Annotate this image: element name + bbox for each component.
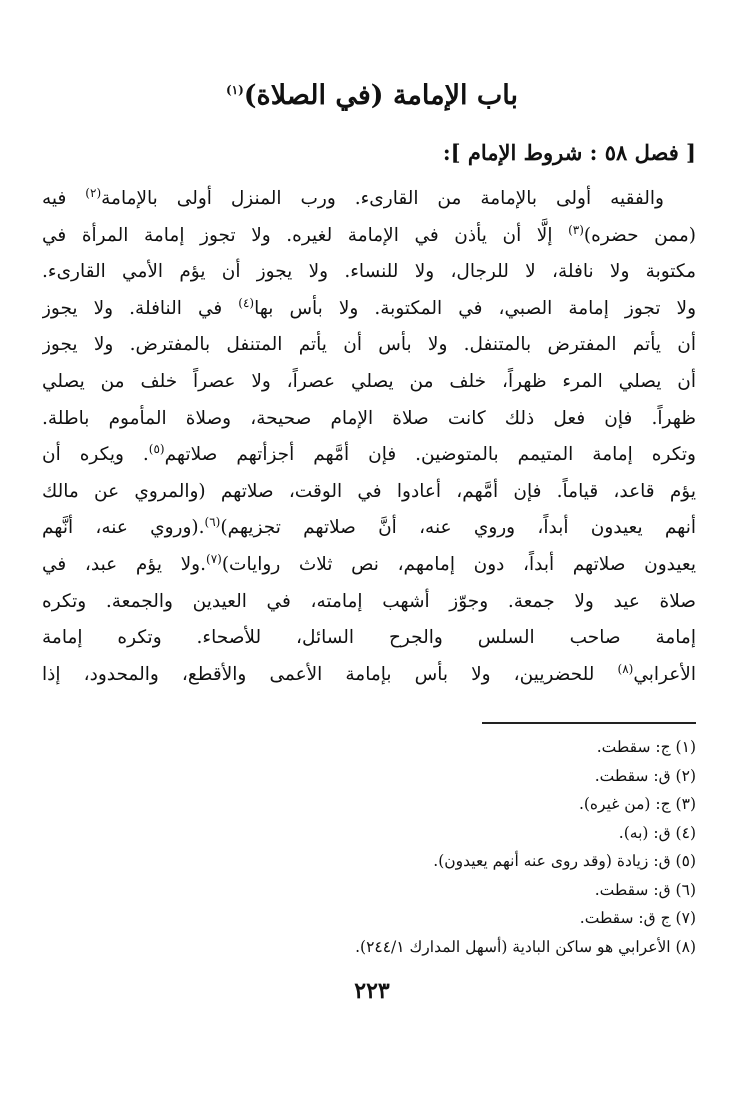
footnote-item (56, 819, 696, 848)
footnote-ref: (٨) (617, 661, 634, 676)
body-line: إمامة صاحب السلس والجرح السائل، للأصحاء. وتكره إمامة (42, 627, 696, 649)
footnotes (56, 733, 696, 961)
chapter-title (0, 76, 744, 116)
footnote-ref: (٢) (85, 185, 102, 200)
footnote-ref: (٧) (206, 551, 222, 566)
footnote-number: (٣) (675, 795, 696, 813)
footnote-text: ج: سقطت. (596, 738, 671, 756)
footnote-number: (٤) (675, 823, 696, 842)
body-line: ولا تجوز إمامة الصبي، في المكتوبة. ولا بأس بها$^{(٤)}$ في النافلة. ولا يجوز (42, 295, 696, 319)
footnote-item (56, 790, 696, 819)
footnote-text: ق: زيادة (وقد روى عنه أنهم يعيدون). (433, 852, 671, 870)
body-line: صلاة عيد ولا جمعة. وجوّز أشهب إمامته، في العيدين والجمعة. وتكره (42, 590, 696, 612)
body-line: يؤم قاعد، قياماً. فإن أمَّهم، أعادوا في الوقت، صلاتهم (والمروي عن مالك (42, 480, 696, 502)
body-line: أن يأتم المفترض بالمتنفل. ولا بأس أن يأتم المتنفل بالمفترض. ولا يجوز (42, 334, 696, 356)
footnote-item (56, 933, 696, 962)
footnote-ref: (٣) (568, 222, 584, 237)
footnote-text: ق: سقطت. (594, 880, 671, 899)
body-line: الأعرابي$^{(٨)}$ للحضريين، ولا بأس بإمامة الأعمى والأقطع، والمحدود، إذا (42, 661, 696, 685)
footnote-text: ج: (من غيره). (578, 795, 671, 813)
footnote-text: ق: سقطت. (594, 766, 671, 785)
body-line: والفقيه أولى بالإمامة من القارىء. ورب المنزل أولى بالإمامة$^{(٢)}$ فيه (42, 185, 664, 209)
footnote-item (56, 847, 696, 876)
body-line: (ممن حضره)$^{(٣)}$ إلَّا أن يأذن في الإمامة لغيره. ولا تجوز إمامة المرأة في (42, 222, 696, 246)
section-heading: [ فصل ٥٨ : شروط الإمام ]: (442, 140, 696, 165)
footnote-ref: (٥) (148, 442, 165, 456)
body-line: مكتوبة ولا نافلة، لا للرجال، ولا للنساء. ولا يجوز أن يؤم الأمي القارىء. (42, 261, 696, 283)
footnote-ref: (١) (225, 83, 244, 97)
body-line: أن يصلي المرء ظهراً، خلف من يصلي عصراً، ولا عصراً خلف من يصلي (42, 370, 696, 392)
footnote-number: (٦) (675, 880, 696, 899)
footnote-item (56, 733, 696, 762)
chapter-title-text: باب الإمامة (في الصلاة) (243, 80, 519, 111)
footnote-item (56, 904, 696, 933)
footnote-item (56, 876, 696, 905)
body-line: وتكره إمامة المتيمم بالمتوضين. فإن أمَّهم أجزأتهم صلاتهم$^{(٥)}$. ويكره أن (42, 442, 696, 466)
body-line: أنهم يعيدون أبداً، وروي عنه، أنَّ صلاتهم تجزيهم)$^{(٦)}$.(وروي عنه، أنَّهم (42, 515, 696, 539)
footnote-divider (482, 722, 696, 724)
footnote-number: (٥) (675, 852, 696, 870)
footnote-item (56, 762, 696, 791)
footnote-text: ج ق: سقطت. (579, 909, 671, 927)
footnote-ref: (٦) (204, 515, 221, 530)
footnote-number: (٨) (675, 937, 696, 956)
footnote-number: (٧) (675, 909, 696, 927)
footnote-number: (٢) (675, 766, 696, 785)
footnote-number: (١) (675, 738, 696, 756)
page-number: ٢٢٣ (354, 978, 390, 1004)
body-text (42, 181, 696, 693)
footnote-text: الأعرابي هو ساكن البادية (أسهل المدارك ٢٤٤/١). (355, 937, 671, 956)
footnote-ref: (٤) (238, 295, 255, 310)
body-line: يعيدون صلاتهم أبداً، دون إمامهم، نص ثلاث روايات)$^{(٧)}$.ولا يؤم عبد، في (42, 551, 696, 575)
body-line: ظهراً. فإن فعل ذلك كانت صلاة الإمام صحيحة، وصلاة المأموم باطلة. (42, 407, 696, 429)
footnote-text: ق: (به). (618, 823, 671, 842)
